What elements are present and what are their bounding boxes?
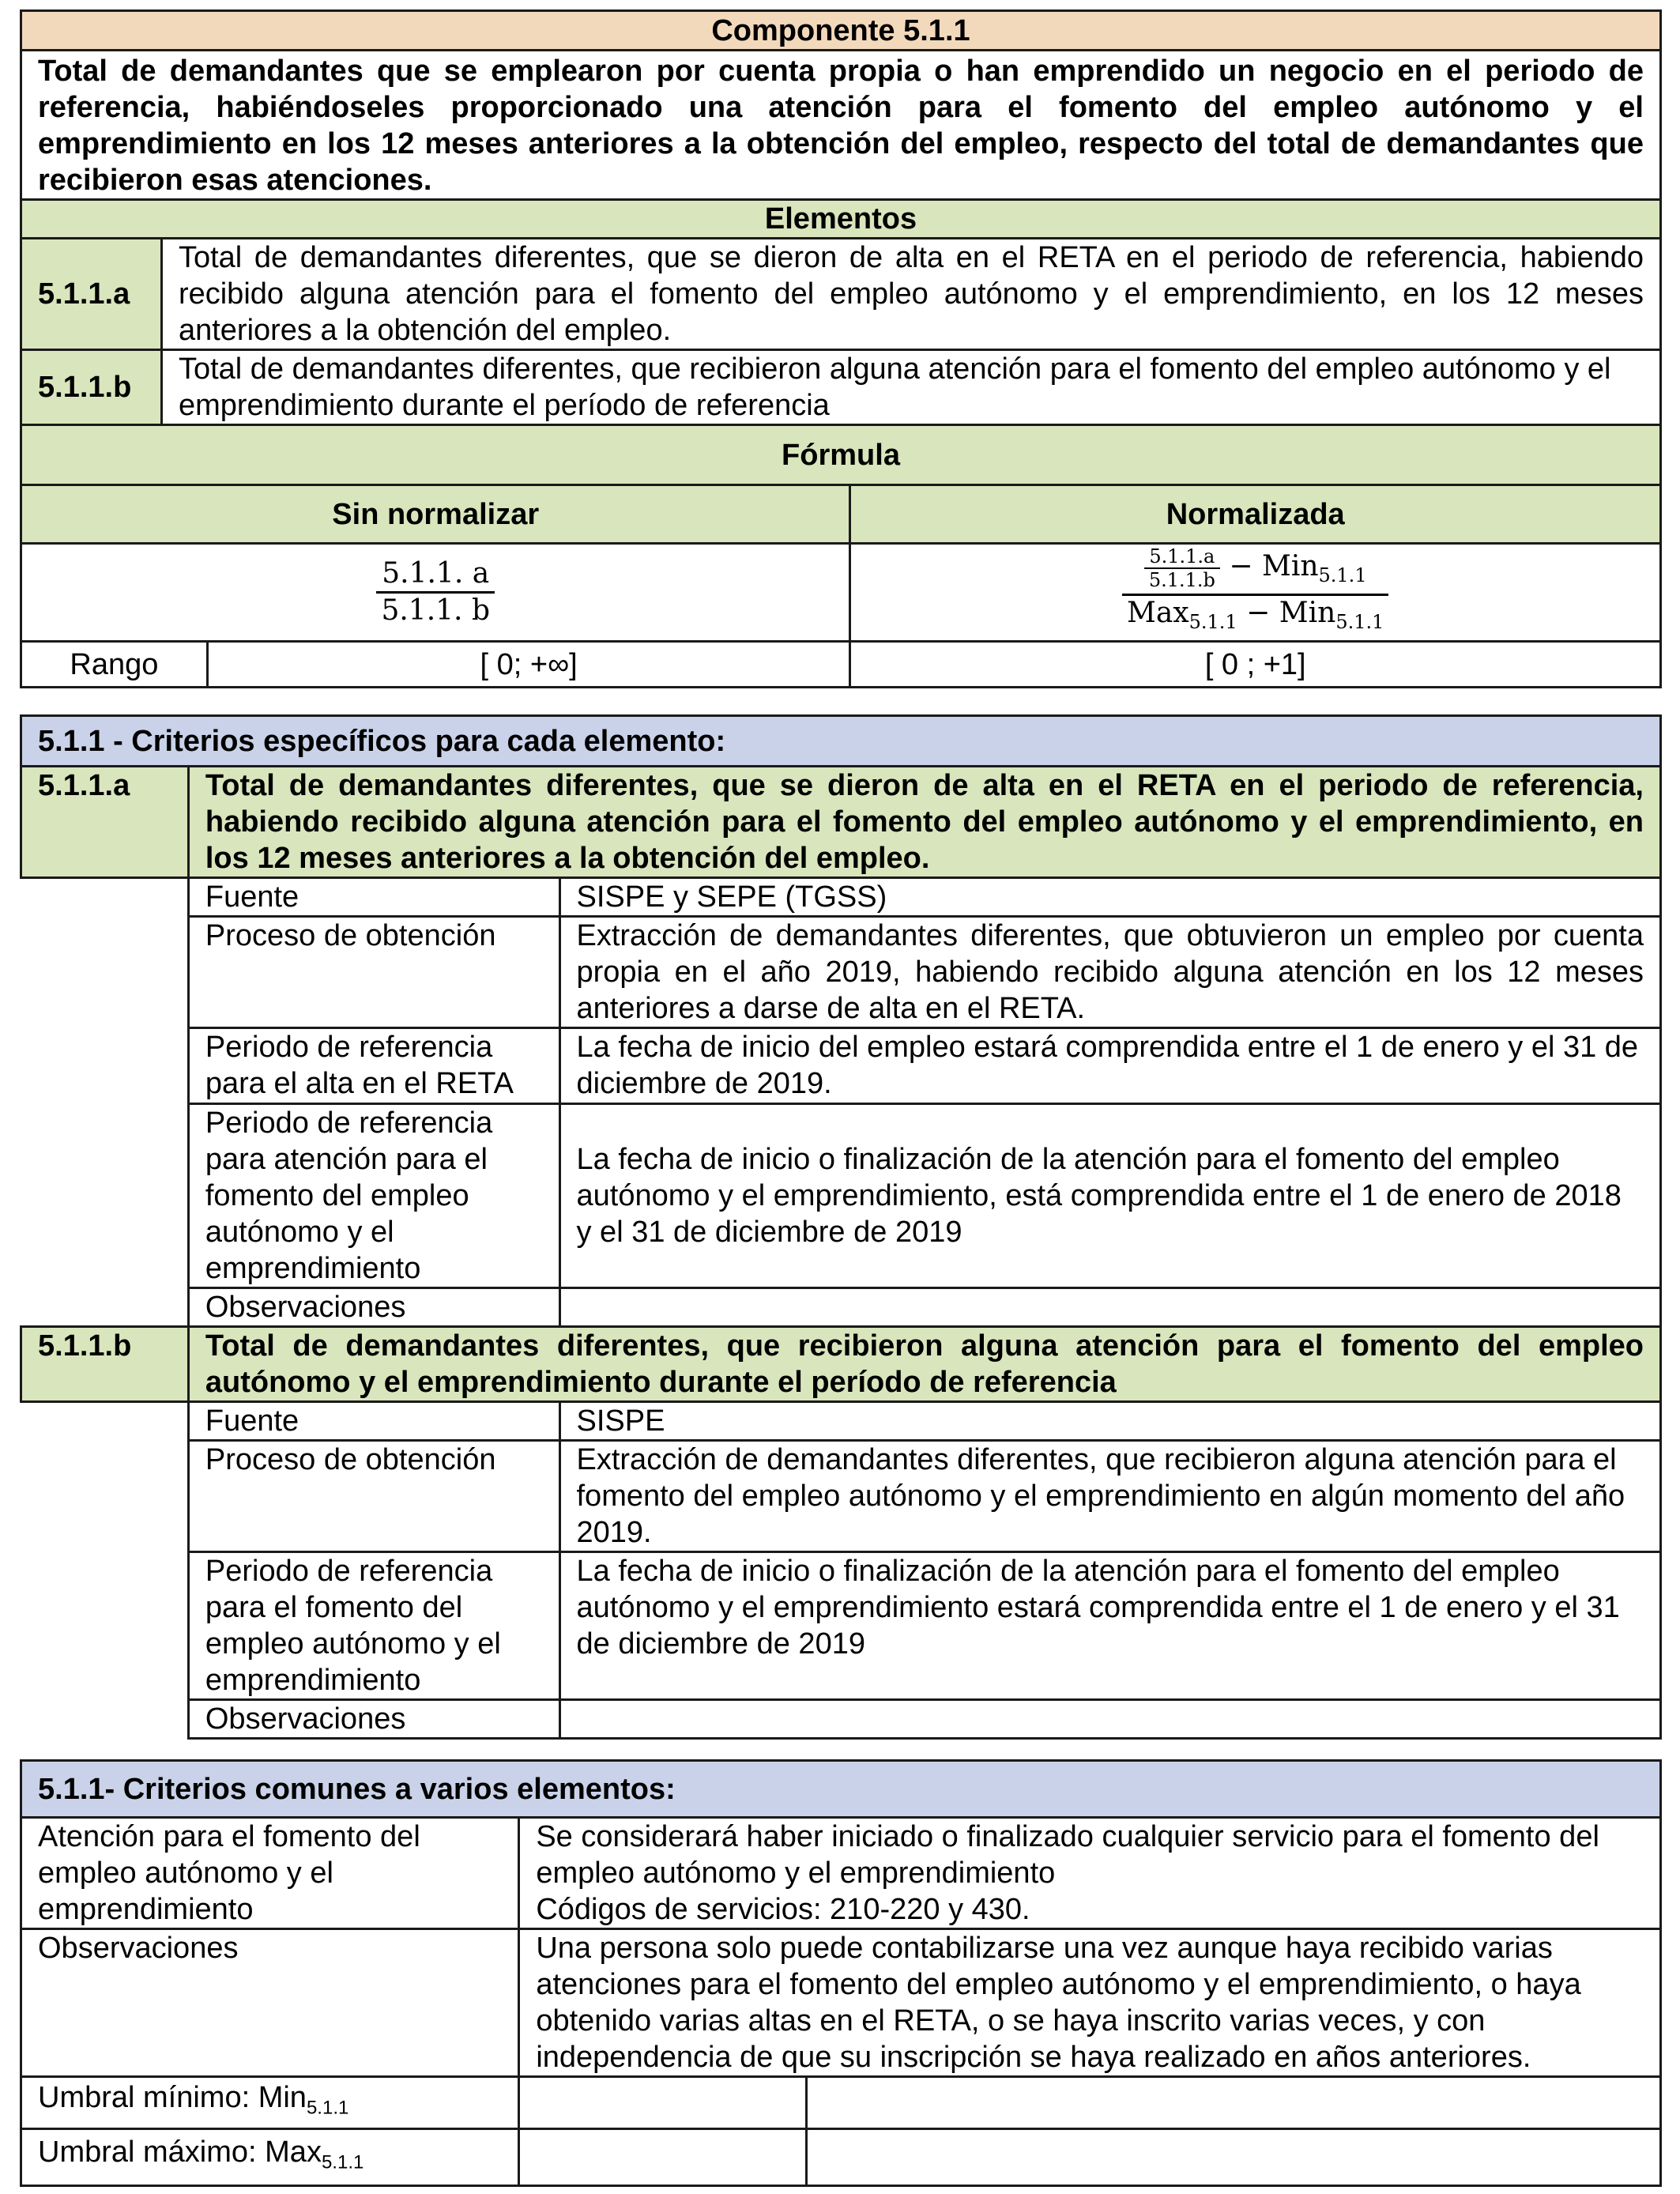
norm-minus-min: − Min bbox=[1229, 550, 1319, 583]
specific-code: 5.1.1.b bbox=[21, 1327, 189, 1402]
row-value bbox=[559, 1288, 1661, 1327]
elements-header: Elementos bbox=[21, 200, 1661, 239]
specific-title: Total de demandantes diferentes, que recibieron alguna atención para el fomento del empleo autónomo y el emprendimiento durante el período de referencia bbox=[188, 1327, 1660, 1402]
element-text: Total de demandantes diferentes, que se dieron de alta en el RETA en el periodo de referencia, habiendo recibido alguna atención para el fomento del empleo autónomo y el emprendimiento, en los 12 meses anteriores a la obtención del empleo. bbox=[161, 239, 1660, 350]
max-threshold-value[interactable] bbox=[519, 2129, 806, 2186]
row-label: Fuente bbox=[188, 878, 559, 917]
common-criteria-table bbox=[20, 1759, 1662, 2187]
min-threshold-value[interactable] bbox=[519, 2077, 806, 2129]
common-row-value bbox=[519, 1818, 1661, 1929]
threshold-subscript: 5.1.1 bbox=[306, 2097, 349, 2119]
row-label: Observaciones bbox=[188, 1288, 559, 1327]
norm-fraction bbox=[1122, 545, 1388, 639]
row-label: Periodo de referencia para atención para el fomento del empleo autónomo y el emprendimiento bbox=[188, 1104, 559, 1288]
range-raw: [ 0; +∞] bbox=[207, 642, 850, 688]
row-label: Periodo de referencia para el fomento del empleo autónomo y el emprendimiento bbox=[188, 1552, 559, 1700]
raw-denominator: 5.1.1. b bbox=[381, 594, 490, 627]
norm-subscript: 5.1.1 bbox=[1335, 610, 1384, 633]
norm-subscript: 5.1.1 bbox=[1188, 610, 1237, 633]
min-threshold-note bbox=[806, 2077, 1660, 2129]
row-value: SISPE bbox=[559, 1402, 1661, 1441]
max-threshold-label: Umbral máximo: Max$_{5.1.1}$ bbox=[21, 2129, 519, 2186]
threshold-subscript: 5.1.1 bbox=[321, 2151, 364, 2173]
component-table bbox=[20, 9, 1662, 688]
norm-max: Max bbox=[1127, 596, 1189, 629]
common-row-text: Se considerará haber iniciado o finalizado cualquier servicio para el fomento del empleo autónomo y el emprendimiento bbox=[536, 1820, 1599, 1890]
range-label: Rango bbox=[21, 642, 208, 688]
formula-raw bbox=[21, 544, 850, 642]
range-normalized: [ 0 ; +1] bbox=[850, 642, 1661, 688]
formula-norm-header: Normalizada bbox=[850, 485, 1661, 544]
service-codes: Códigos de servicios: 210-220 y 430. bbox=[536, 1893, 1030, 1926]
raw-numerator: 5.1.1. a bbox=[376, 556, 495, 594]
min-threshold-label: Umbral mínimo: Min$_{5.1.1}$ bbox=[21, 2077, 519, 2129]
row-label: Fuente bbox=[188, 1402, 559, 1441]
row-value: La fecha de inicio o finalización de la atención para el fomento del empleo autónomo y el emprendimiento, está comprendida entre el 1 de enero de 2018 y el 31 de diciembre de 2019 bbox=[559, 1104, 1661, 1288]
row-label: Proceso de obtención bbox=[188, 1441, 559, 1552]
element-code: 5.1.1.b bbox=[21, 350, 162, 425]
component-description: Total de demandantes que se emplearon por cuenta propia o han emprendido un negocio en el periodo de referencia, habiéndoseles proporcionado una atención para el fomento del empleo autónomo y el emprendimiento en los 12 meses anteriores a la obtención del empleo, respecto del total de demandantes que recibieron esas atenciones. bbox=[21, 51, 1661, 200]
element-text: Total de demandantes diferentes, que recibieron alguna atención para el fomento del empleo autónomo y el emprendimiento durante el período de referencia bbox=[161, 350, 1660, 425]
max-threshold-note bbox=[806, 2129, 1660, 2186]
common-row-label: Observaciones bbox=[21, 1929, 519, 2077]
raw-fraction bbox=[376, 556, 495, 628]
row-label: Periodo de referencia para el alta en el RETA bbox=[188, 1028, 559, 1104]
component-title: Componente 5.1.1 bbox=[21, 11, 1661, 51]
formula-raw-header: Sin normalizar bbox=[21, 485, 850, 544]
common-header: 5.1.1- Criterios comunes a varios elementos: bbox=[21, 1761, 1661, 1818]
row-value: La fecha de inicio del empleo estará comprendida entre el 1 de enero y el 31 de diciembre de 2019. bbox=[559, 1028, 1661, 1104]
formula-header: Fórmula bbox=[21, 425, 1661, 485]
norm-subscript: 5.1.1 bbox=[1318, 564, 1367, 587]
row-value: Extracción de demandantes diferentes, que recibieron alguna atención para el fomento del empleo autónomo y el emprendimiento en algún momento del año 2019. bbox=[559, 1441, 1661, 1552]
common-row-value: Una persona solo puede contabilizarse una vez aunque haya recibido varias atenciones para el fomento del empleo autónomo y el emprendimiento, o haya obtenido varias altas en el RETA, o se haya inscrito varias veces, y con independencia de que su inscripción se haya realizado en años anteriores. bbox=[519, 1929, 1661, 2077]
specific-header: 5.1.1 - Criterios específicos para cada elemento: bbox=[21, 716, 1661, 767]
norm-inner-denominator: 5.1.1.b bbox=[1148, 569, 1215, 592]
element-code: 5.1.1.a bbox=[21, 239, 162, 350]
formula-normalized bbox=[850, 544, 1661, 642]
row-value: La fecha de inicio o finalización de la atención para el fomento del empleo autónomo y el emprendimiento estará comprendida entre el 1 de enero y el 31 de diciembre de 2019 bbox=[559, 1552, 1661, 1700]
row-value bbox=[559, 1700, 1661, 1739]
specific-criteria-table bbox=[20, 714, 1662, 1740]
row-value: SISPE y SEPE (TGSS) bbox=[559, 878, 1661, 917]
specific-title: Total de demandantes diferentes, que se dieron de alta en el RETA en el periodo de referencia, habiendo recibido alguna atención para el fomento del empleo autónomo y el emprendimiento, en los 12 meses anteriores a la obtención del empleo. bbox=[188, 767, 1660, 878]
specific-code: 5.1.1.a bbox=[21, 767, 189, 878]
row-label: Proceso de obtención bbox=[188, 917, 559, 1028]
norm-den-min: − Min bbox=[1237, 596, 1336, 629]
norm-inner-fraction bbox=[1144, 545, 1220, 591]
norm-inner-numerator: 5.1.1.a bbox=[1144, 545, 1220, 569]
row-value: Extracción de demandantes diferentes, que obtuvieron un empleo por cuenta propia en el año 2019, habiendo recibido alguna atención en los 12 meses anteriores a darse de alta en el RETA. bbox=[559, 917, 1661, 1028]
row-label: Observaciones bbox=[188, 1700, 559, 1739]
common-row-label: Atención para el fomento del empleo autónomo y el emprendimiento bbox=[21, 1818, 519, 1929]
